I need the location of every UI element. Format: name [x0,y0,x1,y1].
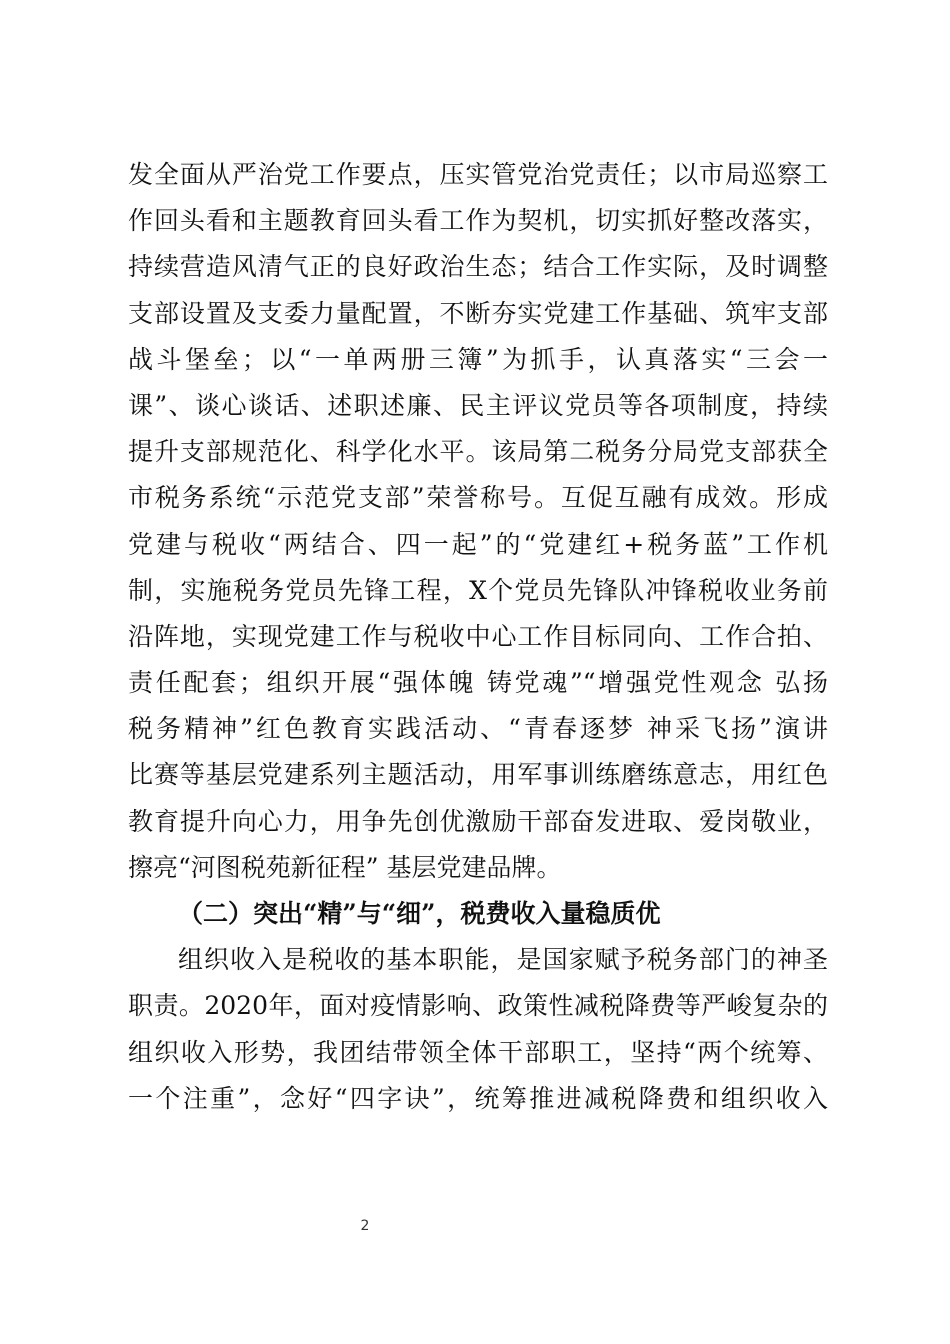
document-body [128,152,828,1122]
paragraph-line: 职责。2020年，面对疫情影响、政策性减税降费等严峻复杂的 [128,991,828,1021]
section-heading: （二）突出“精”与“细”，税费收入量稳质优 [178,899,661,928]
paragraph-line: 责任配套；组织开展“强体魄 铸党魂”“增强党性观念 弘扬 [128,668,828,698]
paragraph-line: 组织收入形势，我团结带领全体干部职工，坚持“两个统筹、 [128,1037,828,1067]
paragraph-line: 沿阵地，实现党建工作与税收中心工作目标同向、工作合拍、 [128,621,828,651]
paragraph-line: 提升支部规范化、科学化水平。该局第二税务分局党支部获全 [128,437,828,467]
paragraph-line: 税务精神”红色教育实践活动、“青春逐梦 神采飞扬”演讲 [128,714,828,744]
paragraph-line: 制，实施税务党员先锋工程，X个党员先锋队冲锋税收业务前 [128,575,828,605]
paragraph-line: 持续营造风清气正的良好政治生态；结合工作实际，及时调整 [128,252,828,282]
paragraph-line: 组织收入是税收的基本职能，是国家赋予税务部门的神圣 [178,945,828,975]
paragraph-line: 发全面从严治党工作要点，压实管党治党责任；以市局巡察工 [128,160,828,189]
paragraph-line: 市税务系统“示范党支部”荣誉称号。互促互融有成效。形成 [128,483,828,513]
paragraph-line: 擦亮“河图税苑新征程” 基层党建品牌。 [128,852,562,882]
paragraph-line: 比赛等基层党建系列主题活动，用军事训练磨练意志，用红色 [128,760,828,790]
paragraph-line: 课”、谈心谈话、述职述廉、民主评议党员等各项制度，持续 [128,390,828,420]
page-number: 2 [360,1218,370,1234]
paragraph-line: 党建与税收“两结合、四一起”的“党建红+税务蓝”工作机 [128,529,828,559]
paragraph-line: 战斗堡垒；以“一单两册三簿”为抓手，认真落实“三会一 [128,344,828,374]
paragraph-line: 教育提升向心力，用争先创优激励干部奋发进取、爱岗敬业， [128,806,828,836]
paragraph-line: 一个注重”，念好“四字诀”，统筹推进减税降费和组织收入 [128,1083,828,1113]
paragraph-line: 支部设置及支委力量配置，不断夯实党建工作基础、筑牢支部 [128,298,828,328]
paragraph-line: 作回头看和主题教育回头看工作为契机，切实抓好整改落实， [128,206,828,236]
